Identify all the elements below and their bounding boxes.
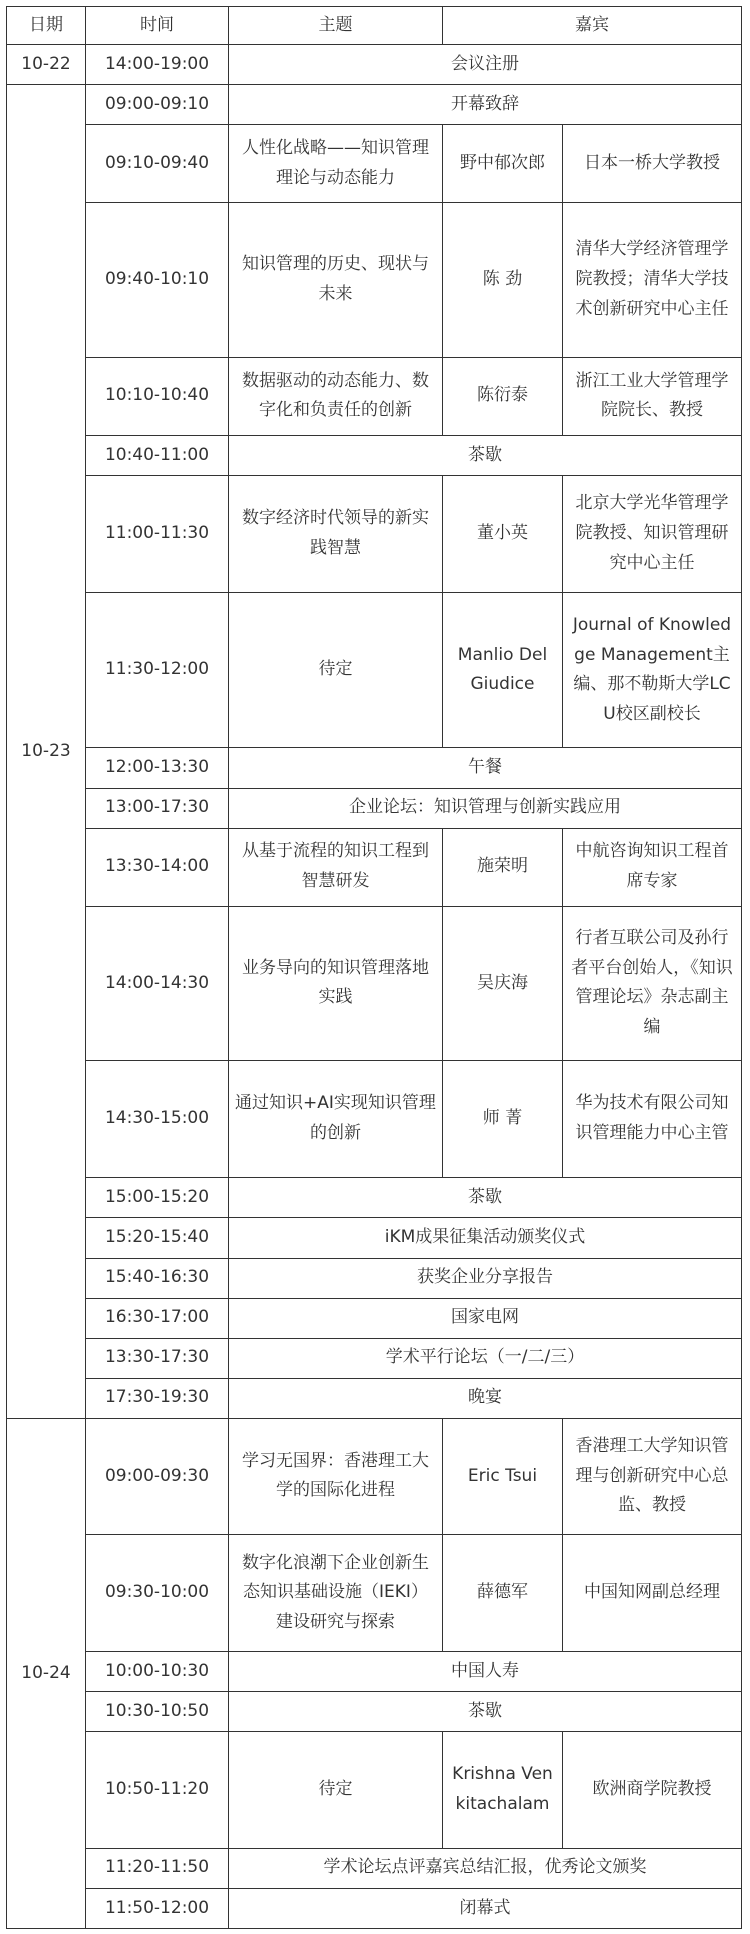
table-row [7, 203, 742, 357]
event-cell: iKM成果征集活动颁奖仪式 [229, 1218, 742, 1258]
table-row [7, 748, 742, 788]
topic-cell: 业务导向的知识管理落地实践 [229, 906, 443, 1060]
time-cell: 13:30-14:00 [86, 828, 229, 906]
speaker-cell: 薛德军 [443, 1535, 563, 1652]
time-cell: 17:30-19:30 [86, 1378, 229, 1418]
header-guest: 嘉宾 [443, 7, 742, 45]
table-row [7, 1061, 742, 1178]
topic-cell: 待定 [229, 593, 443, 748]
time-cell: 09:00-09:30 [86, 1418, 229, 1534]
affiliation-cell: 华为技术有限公司知识管理能力中心主管 [563, 1061, 742, 1178]
speaker-cell: Manlio Del Giudice [443, 593, 563, 748]
time-cell: 15:20-15:40 [86, 1218, 229, 1258]
speaker-cell: 施荣明 [443, 828, 563, 906]
event-cell: 午餐 [229, 748, 742, 788]
closing-ceremony-cell: 闭幕式 [229, 1888, 742, 1928]
speaker-cell: 董小英 [443, 475, 563, 592]
event-cell: 中国人寿 [229, 1652, 742, 1692]
time-cell: 13:30-17:30 [86, 1338, 229, 1378]
table-row [7, 435, 742, 475]
speaker-cell: Eric Tsui [443, 1418, 563, 1534]
affiliation-cell: Journal of Knowledge Management主编、那不勒斯大学LCU校区副校长 [563, 593, 742, 748]
table-row [7, 45, 742, 85]
date-cell: 10-23 [7, 85, 86, 1419]
table-row [7, 593, 742, 748]
speaker-cell: Krishna Venkitachalam [443, 1732, 563, 1848]
event-cell: 国家电网 [229, 1298, 742, 1338]
time-cell: 09:40-10:10 [86, 203, 229, 357]
time-cell: 09:10-09:40 [86, 125, 229, 203]
topic-cell: 从基于流程的知识工程到智慧研发 [229, 828, 443, 906]
header-date: 日期 [7, 7, 86, 45]
time-cell: 15:00-15:20 [86, 1178, 229, 1218]
event-cell: 茶歇 [229, 435, 742, 475]
speaker-cell: 陈衍泰 [443, 357, 563, 435]
table-row [7, 828, 742, 906]
event-cell: 学术平行论坛（一/二/三） [229, 1338, 742, 1378]
time-cell: 15:40-16:30 [86, 1258, 229, 1298]
table-row [7, 1418, 742, 1534]
schedule-table [6, 6, 742, 1929]
affiliation-cell: 浙江工业大学管理学院院长、教授 [563, 357, 742, 435]
table-row [7, 85, 742, 125]
table-row [7, 1258, 742, 1298]
table-header-row [7, 7, 742, 45]
table-row [7, 1652, 742, 1692]
time-cell: 09:30-10:00 [86, 1535, 229, 1652]
event-cell: 会议注册 [229, 45, 742, 85]
affiliation-cell: 欧洲商学院教授 [563, 1732, 742, 1848]
speaker-cell: 吴庆海 [443, 906, 563, 1060]
table-row [7, 357, 742, 435]
event-cell: 企业论坛：知识管理与创新实践应用 [229, 788, 742, 828]
speaker-cell: 陈 劲 [443, 203, 563, 357]
table-row [7, 125, 742, 203]
table-row [7, 1338, 742, 1378]
event-cell: 茶歇 [229, 1178, 742, 1218]
time-cell: 10:10-10:40 [86, 357, 229, 435]
topic-cell: 学习无国界：香港理工大学的国际化进程 [229, 1418, 443, 1534]
event-cell: 学术论坛点评嘉宾总结汇报，优秀论文颁奖 [229, 1848, 742, 1888]
date-cell: 10-24 [7, 1418, 86, 1928]
event-cell: 开幕致辞 [229, 85, 742, 125]
topic-cell: 数字化浪潮下企业创新生态知识基础设施（IEKI）建设研究与探索 [229, 1535, 443, 1652]
time-cell: 11:20-11:50 [86, 1848, 229, 1888]
time-cell: 11:00-11:30 [86, 475, 229, 592]
affiliation-cell: 中航咨询知识工程首席专家 [563, 828, 742, 906]
affiliation-cell: 北京大学光华管理学院教授、知识管理研究中心主任 [563, 475, 742, 592]
time-cell: 12:00-13:30 [86, 748, 229, 788]
time-cell: 14:00-19:00 [86, 45, 229, 85]
topic-cell: 知识管理的历史、现状与未来 [229, 203, 443, 357]
table-row [7, 1378, 742, 1418]
header-time: 时间 [86, 7, 229, 45]
affiliation-cell: 日本一桥大学教授 [563, 125, 742, 203]
event-cell: 获奖企业分享报告 [229, 1258, 742, 1298]
table-row [7, 1298, 742, 1338]
time-cell: 11:30-12:00 [86, 593, 229, 748]
time-cell: 14:30-15:00 [86, 1061, 229, 1178]
table-row [7, 1732, 742, 1848]
affiliation-cell: 中国知网副总经理 [563, 1535, 742, 1652]
table-row [7, 1218, 742, 1258]
table-row [7, 1178, 742, 1218]
time-cell: 13:00-17:30 [86, 788, 229, 828]
affiliation-cell: 香港理工大学知识管理与创新研究中心总监、教授 [563, 1418, 742, 1534]
affiliation-cell: 行者互联公司及孙行者平台创始人，《知识管理论坛》杂志副主编 [563, 906, 742, 1060]
header-topic: 主题 [229, 7, 443, 45]
topic-cell: 通过知识+AI实现知识管理的创新 [229, 1061, 443, 1178]
table-row [7, 1848, 742, 1888]
event-cell: 茶歇 [229, 1692, 742, 1732]
table-row [7, 1692, 742, 1732]
speaker-cell: 野中郁次郎 [443, 125, 563, 203]
table-row [7, 1888, 742, 1928]
table-row [7, 1535, 742, 1652]
table-row [7, 475, 742, 592]
event-cell: 晚宴 [229, 1378, 742, 1418]
speaker-cell: 师 菁 [443, 1061, 563, 1178]
time-cell: 10:30-10:50 [86, 1692, 229, 1732]
topic-cell: 数据驱动的动态能力、数字化和负责任的创新 [229, 357, 443, 435]
date-cell: 10-22 [7, 45, 86, 85]
topic-cell: 人性化战略——知识管理理论与动态能力 [229, 125, 443, 203]
time-cell: 14:00-14:30 [86, 906, 229, 1060]
time-cell: 10:40-11:00 [86, 435, 229, 475]
topic-cell: 数字经济时代领导的新实践智慧 [229, 475, 443, 592]
affiliation-cell: 清华大学经济管理学院教授；清华大学技术创新研究中心主任 [563, 203, 742, 357]
topic-cell: 待定 [229, 1732, 443, 1848]
time-cell: 11:50-12:00 [86, 1888, 229, 1928]
time-cell: 09:00-09:10 [86, 85, 229, 125]
time-cell: 10:00-10:30 [86, 1652, 229, 1692]
table-row [7, 788, 742, 828]
time-cell: 10:50-11:20 [86, 1732, 229, 1848]
table-row [7, 906, 742, 1060]
time-cell: 16:30-17:00 [86, 1298, 229, 1338]
